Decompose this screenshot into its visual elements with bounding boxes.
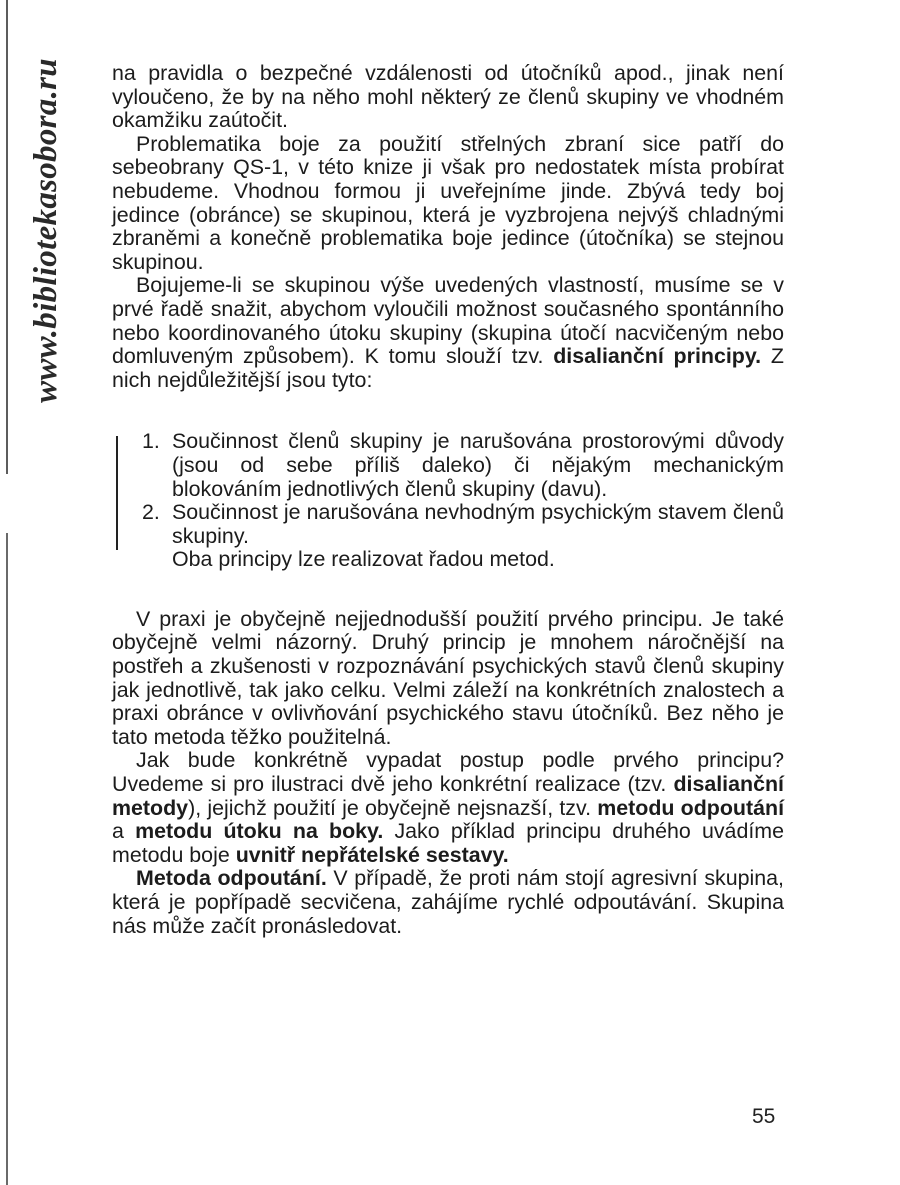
list-item [142, 501, 784, 548]
term-disaliancni-principy: disalianční principy. [553, 344, 762, 369]
list-item-text: Součinnost je narušována nevhodným psychickým stavem členů skupiny. [172, 500, 784, 548]
list-item-number: 1. [142, 429, 160, 454]
list-item-number: 2. [142, 500, 160, 525]
paragraph-1: na pravidla o bezpečné vzdálenosti od útočníků apod., jinak není vyloučeno, že by na něho mohl některý ze členů skupiny ve vhodném okamžiku zaútočit. [112, 61, 784, 133]
paragraph-5-text-3: a [112, 819, 136, 844]
margin-bar [116, 436, 118, 550]
term-metoda-utoku-na-boky: metodu útoku na boky. [135, 819, 384, 844]
paragraph-6 [112, 867, 784, 938]
watermark-text: www.bibliotekasobora.ru [27, 57, 64, 403]
paragraph-4: V praxi je obyčejně nejjednodušší použití prvého principu. Je také obyčejně velmi názorný. Druhý princip je mnohem náročnější na postřeh a zkušenosti v rozpoznávání psychických stavů členů skupiny jak jednotlivě, tak jako celku. Velmi záleží na konkrétních znalostech a praxi obránce v ovlivňování psychického stavu útočníků. Bez něho je tato metoda těžko použitelná. [112, 606, 784, 749]
list-item-text: Součinnost členů skupiny je narušována prostorovými důvody (jsou od sebe příliš daleko) či nějakým mechanickým blokováním jednotlivých členů skupiny (davu). [172, 429, 784, 501]
paragraph-3 [112, 274, 784, 392]
watermark [26, 10, 66, 450]
term-disaliancni-metody: disalianční metody [112, 772, 784, 820]
paragraph-3-tail: Z nich nejdůležitější jsou tyto: [112, 344, 784, 392]
paragraph-3-text: Bojujeme-li se skupinou výše uvedených vlastností, musíme se v prvé řadě snažit, abychom vyloučili možnost současného spontánního nebo koordinovaného útoku skupiny (skupina útočí nacvičeným nebo domluveným způsobem). K tomu slouží tzv. [112, 273, 784, 369]
term-boj-uvnitr-sestavy: uvnitř nepřátelské sestavy. [235, 842, 509, 867]
page-number: 55 [752, 1105, 776, 1128]
page-text [112, 62, 784, 938]
list-note: Oba principy lze realizovat řadou metod. [172, 547, 555, 572]
list-item [142, 430, 784, 501]
paragraph-5 [112, 749, 784, 867]
paragraph-6-text: V případě, že proti nám stojí agresivní skupina, která je popřípadě secvičena, zahájíme rychlé odpoutávání. Skupina nás může začít pronásledovat. [112, 866, 784, 938]
paragraph-5-text: Jak bude konkrétně vypadat postup podle prvého principu? Uvedeme si pro ilustraci dvě jeho konkrétní realizace (tzv. [112, 748, 784, 797]
principles-list [112, 430, 784, 572]
paragraph-2: Problematika boje za použití střelných zbraní sice patří do sebeobrany QS-1, v této knize ji však pro nedostatek místa probírat nebudeme. Vhodnou formou ji uveřejníme jinde. Zbývá tedy boj jedince (obránce) se skupinou, která je vyzbrojena nejvýš chladnými zbraněmi a konečně problematika boje jedince (útočníka) se stejnou skupinou. [112, 131, 784, 274]
section-heading-metoda-odpoutani: Metoda odpoutání. [136, 866, 327, 891]
paragraph-5-text-4: Jako příklad principu druhého uvádíme metodu boje [112, 819, 784, 867]
page-edge-line [6, 0, 8, 1185]
term-metoda-odpoutani: metodu odpoutání [597, 795, 785, 820]
paragraph-5-text-2: ), jejichž použití je obyčejně nejsnazší, tzv. [188, 795, 598, 820]
